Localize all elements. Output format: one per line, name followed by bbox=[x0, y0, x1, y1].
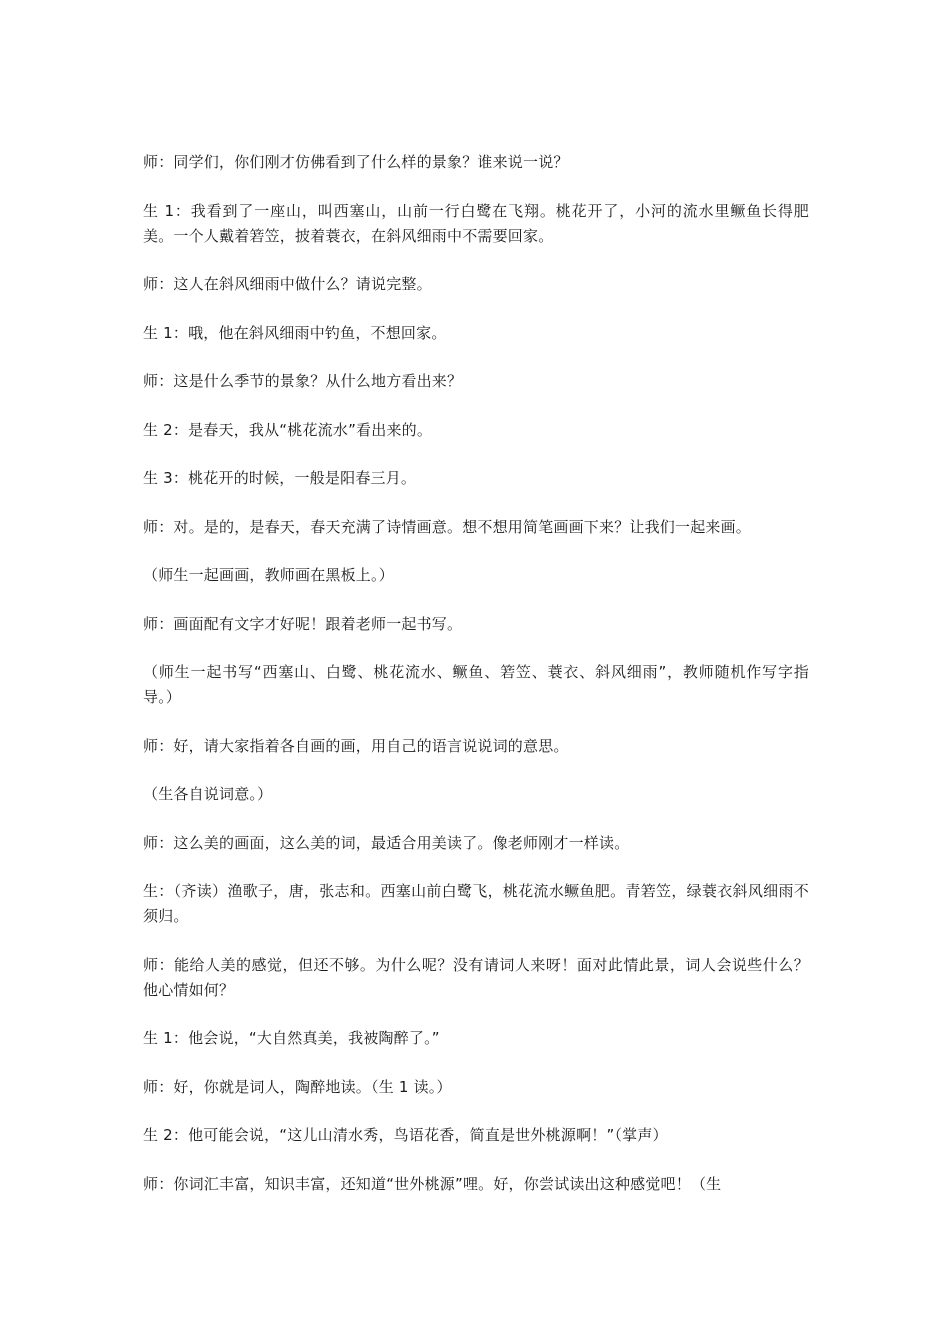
paragraph-19: 生 2：他可能会说，“这儿山清水秀，鸟语花香，简直是世外桃源啊！”（掌声） bbox=[143, 1126, 668, 1144]
paragraph-12: 师：好，请大家指着各自画的画，用自己的语言说说词的意思。 bbox=[143, 736, 569, 755]
paragraph-14: 师：这么美的画面，这么美的词，最适合用美读了。像老师刚才一样读。 bbox=[143, 833, 630, 852]
paragraph-4: 生 1：哦，他在斜风细雨中钓鱼，不想回家。 bbox=[143, 323, 447, 342]
paragraph-2: 生 1：我看到了一座山，叫西塞山，山前一行白鹭在飞翔。桃花开了，小河的流水里鳜鱼长得肥美。一个人戴着箬笠，披着蓑衣，在斜风细雨中不需要回家。 bbox=[143, 201, 809, 245]
paragraph-15: 生：（齐读）渔歌子，唐，张志和。西塞山前白鹭飞，桃花流水鳜鱼肥。青箬笠，绿蓑衣斜风细雨不须归。 bbox=[143, 882, 809, 925]
paragraph-1: 师：同学们，你们刚才仿佛看到了什么样的景象？谁来说一说？ bbox=[143, 153, 569, 171]
paragraph-5: 师：这是什么季节的景象？从什么地方看出来？ bbox=[143, 372, 463, 390]
paragraph-9: （师生一起画画，教师画在黑板上。） bbox=[143, 566, 394, 584]
paragraph-13: （生各自说词意。） bbox=[143, 785, 273, 803]
paragraph-11: （师生一起书写“西塞山、白鹭、桃花流水、鳜鱼、箬笠、蓑衣、斜风细雨”，教师随机作写字指导。） bbox=[143, 663, 809, 706]
paragraph-20: 师：你词汇丰富，知识丰富，还知道“世外桃源”哩。好，你尝试读出这种感觉吧！（生 bbox=[143, 1174, 722, 1193]
paragraph-6: 生 2：是春天，我从“桃花流水”看出来的。 bbox=[143, 420, 433, 439]
paragraph-10: 师：画面配有文字才好呢！跟着老师一起书写。 bbox=[143, 614, 463, 633]
document-body bbox=[143, 150, 809, 1197]
paragraph-17: 生 1：他会说，“大自然真美，我被陶醉了。” bbox=[143, 1029, 440, 1047]
paragraph-16: 师：能给人美的感觉，但还不够。为什么呢？没有请词人来呀！面对此情此景，词人会说些什么？他心情如何？ bbox=[143, 955, 809, 999]
paragraph-18: 师：好，你就是词人，陶醉地读。（生 1 读。） bbox=[143, 1077, 452, 1096]
paragraph-7: 生 3：桃花开的时候，一般是阳春三月。 bbox=[143, 469, 417, 487]
paragraph-3: 师：这人在斜风细雨中做什么？请说完整。 bbox=[143, 275, 432, 293]
paragraph-8: 师：对。是的，是春天，春天充满了诗情画意。想不想用简笔画画下来？让我们一起来画。 bbox=[143, 517, 752, 536]
